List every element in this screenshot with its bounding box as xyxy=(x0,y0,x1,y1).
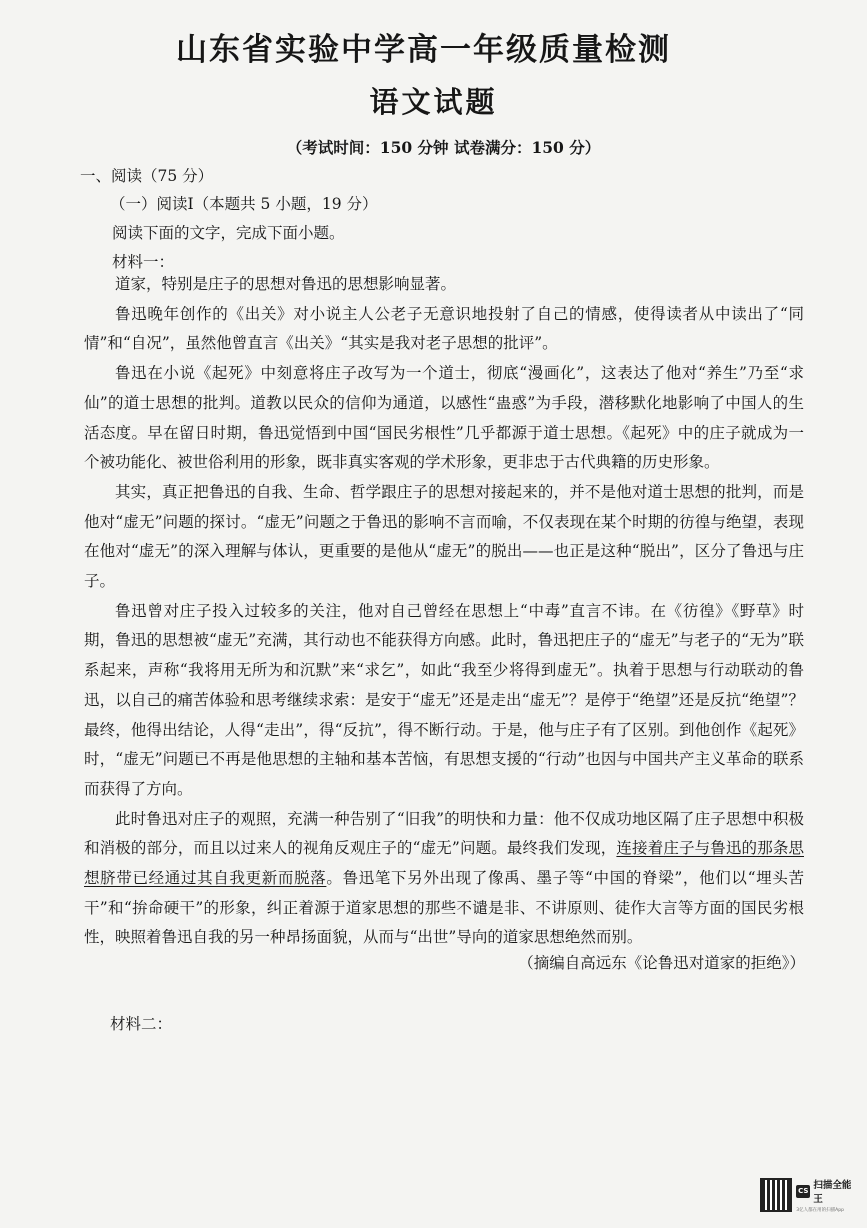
scanner-name: 扫描全能王 xyxy=(813,1180,852,1205)
qr-code-icon xyxy=(760,1178,792,1212)
underlined-sentence: 连接着庄子与鲁迅的那条思想脐带已经通过其自我更新而脱落 xyxy=(84,839,804,888)
scanner-brand-row xyxy=(796,1177,858,1205)
material-one-label: 材料一： xyxy=(112,253,175,271)
paragraph xyxy=(84,805,804,954)
paragraph-text: 此时鲁迅对庄子的观照，充满一种告别了“旧我”的明快和力量：他不仅成功地区隔了庄子思想中积极和消极的部分，而且以过来人的视角反观庄子的“虚无”问题。最终我们发现， xyxy=(84,809,804,858)
paragraph: 其实，真正把鲁迅的自我、生命、哲学跟庄子的思想对接起来的，并不是他对道士思想的批判，而是他对“虚无”问题的探讨。“虚无”问题之于鲁迅的影响不言而喻，不仅表现在某个时期的彷徨与绝望，表现在他对“虚无”的深入理解与体认，更重要的是他从“虚无”的脱出——也正是这种“脱出”，区分了鲁迅与庄子。 xyxy=(84,482,804,591)
section-heading: 一、阅读（75 分） xyxy=(80,167,214,185)
paragraph: 鲁迅晚年创作的《出关》对小说主人公老子无意识地投射了自己的情感，使得读者从中读出了“同情”和“自况”，虽然他曾直言《出关》“其实是我对老子思想的批评”。 xyxy=(84,304,804,353)
source-citation: （摘编自高远东《论鲁迅对道家的拒绝》） xyxy=(518,954,805,972)
exam-info: （考试时间：150 分钟 试卷满分：150 分） xyxy=(286,138,601,157)
part-heading: （一）阅读Ⅰ（本题共 5 小题，19 分） xyxy=(110,195,378,213)
exam-subtitle: 语文试题 xyxy=(369,85,498,119)
scanner-watermark xyxy=(760,1175,858,1215)
camscanner-logo-icon: CS xyxy=(796,1185,810,1198)
scanner-tagline: 3亿人都在用的扫描App xyxy=(796,1208,844,1213)
paragraph: 道家，特别是庄子的思想对鲁迅的思想影响显著。 xyxy=(115,275,457,293)
article-body xyxy=(84,270,804,953)
material-two-label: 材料二： xyxy=(110,1015,173,1033)
reading-instruction: 阅读下面的文字，完成下面小题。 xyxy=(112,224,345,242)
paragraph-text: 。鲁迅笔下另外出现了像禹、墨子等“中国的脊梁”，他们以“埋头苦干”和“拚命硬干”的形象，纠正着源于道家思想的那些不谴是非、不讲原则、徒作大言等方面的国民劣根性，映照着鲁迅自我的另一种昂扬面貌，从而与“出世”导向的道家思想绝然而别。 xyxy=(84,869,804,947)
scanner-brand xyxy=(796,1177,858,1213)
paragraph: 鲁迅在小说《起死》中刻意将庄子改写为一个道士，彻底“漫画化”，这表达了他对“养生”乃至“求仙”的道士思想的批判。道教以民众的信仰为通道，以感性“蛊惑”为手段，潜移默化地影响了中国人的生活态度。早在留日时期，鲁迅觉悟到中国“国民劣根性”几乎都源于道士思想。《起死》中的庄子就成为一个被功能化、被世俗利用的形象，既非真实客观的学术形象，更非忠于古代典籍的历史形象。 xyxy=(84,364,804,472)
exam-title: 山东省实验中学高一年级质量检测 xyxy=(176,32,671,68)
paragraph: 鲁迅曾对庄子投入过较多的关注，他对自己曾经在思想上“中毒”直言不讳。在《彷徨》《野草》时期，鲁迅的思想被“虚无”充满，其行动也不能获得方向感。此时，鲁迅把庄子的“虚无”与老子的“无为”联系起来，声称“我将用无所为和沉默”来“求乞”，如此“我至少将得到虚无”。执着于思想与行动联动的鲁迅，以自己的痛苦体验和思考继续求索：是安于“虚无”还是走出“虚无”？是停于“绝望”还是反抗“绝望”？最终，他得出结论，人得“走出”，得“反抗”，得不断行动。于是，他与庄子有了区别。到他创作《起死》时，“虚无”问题已不再是他思想的主轴和基本苦恼，有思想支援的“行动”也因与中国共产主义革命的联系而获得了方向。 xyxy=(84,601,804,798)
